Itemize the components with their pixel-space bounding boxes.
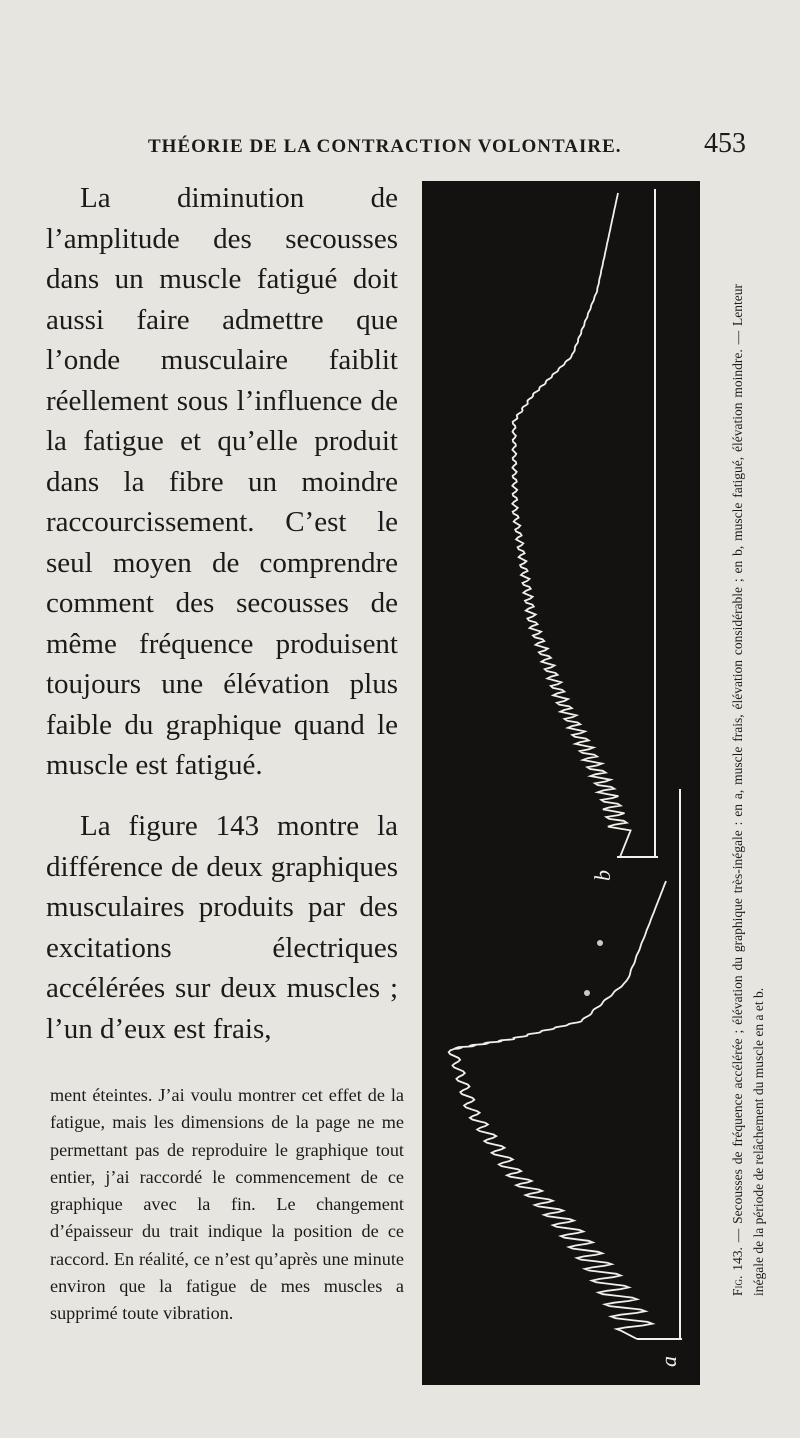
body-paragraph-1 [46,178,398,786]
figure-143-graph [422,181,700,1385]
speck [597,940,603,946]
panel-label-a: a [656,1356,681,1367]
figure-caption [727,284,793,1296]
small-print-paragraph: ment éteintes. J’ai voulu montrer cet effet de la fatigue, mais les dimensions de la page ne me permettant pas de reproduire le graphique tout entier, j’ai raccordé le commencement de ce graphique avec la fin. Le changement d’épaisseur du trait indique la position de ce raccord. En réalité, ce n’est qu’après une minute environ que la fatigue de mes muscles a supprimé toute vibration. [50,1085,404,1324]
caption-text: — Secousses de fréquence accélérée ; élévation du graphique très-inégale : en a, muscle frais, élévation considérable ; en b, muscle fatigué, élévation moindre. — Lenteur inégale de la période de relâchement du muscle en a et b. [730,284,766,1296]
paragraph-text: La figure 143 montre la différence de deux graphiques musculaires produits par des excitations électriques accélérées sur deux muscles ; l’un d’eux est frais, [46,810,398,1045]
paragraph-text: La diminution de l’amplitude des secousses dans un muscle fatigué doit aussi faire admettre que l’onde musculaire faiblit réellement sous l’influence de la fatigue et qu’elle produit dans la fibre un moindre raccourcissement. C’est le seul moyen de comprendre comment des secousses de même fréquence produisent toujours une élévation plus faible du graphique quand le muscle est fatigué. [46,182,398,781]
trace-a [449,881,666,1339]
speck [584,990,590,996]
running-header: THÉORIE DE LA CONTRACTION VOLONTAIRE. [148,136,622,157]
caption-label: Fig. 143. [730,1247,745,1296]
trace-b [512,193,630,857]
myograph-traces [422,181,700,1385]
page-number: 453 [704,128,746,159]
panel-label-b: b [590,870,615,881]
body-paragraph-2 [46,806,398,1049]
